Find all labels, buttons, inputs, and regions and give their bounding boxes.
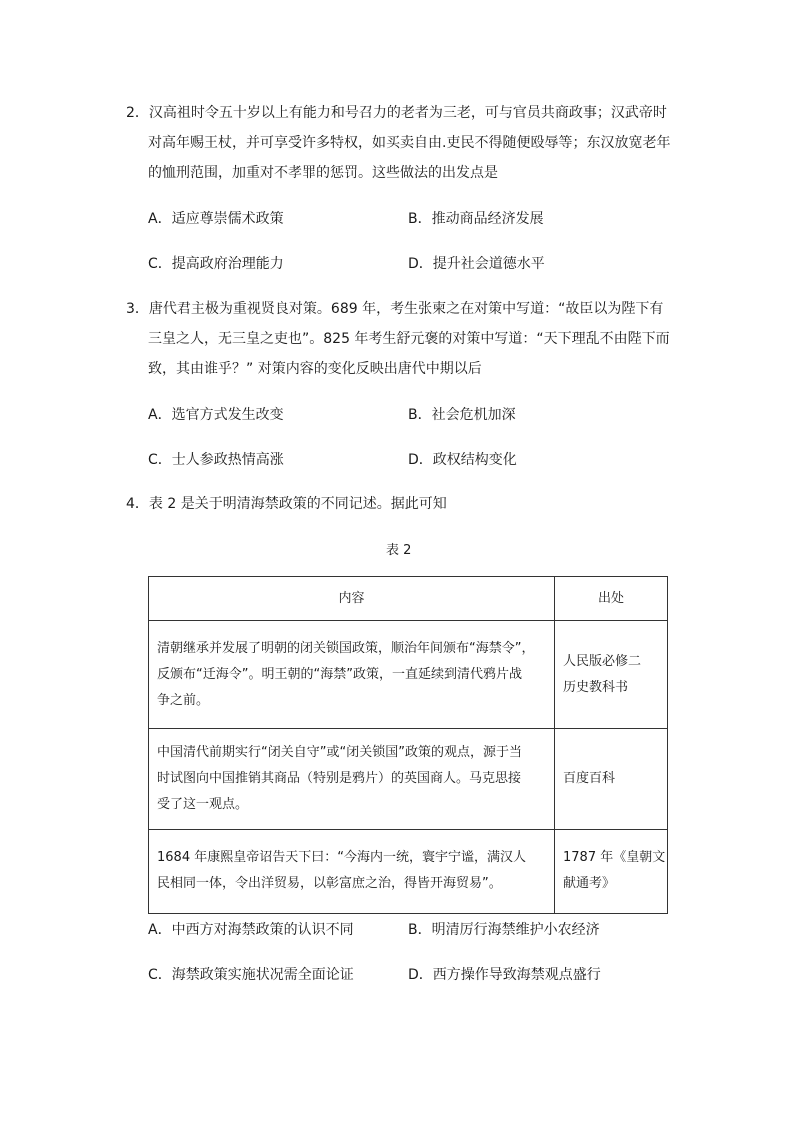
table-cell-source: 1787 年《皇朝文 献通考》 — [555, 829, 668, 913]
question-2-line-2: 对高年赐王杖，并可享受许多特权，如买卖自由.吏民不得随便殴辱等；东汉放宽老年 — [148, 135, 671, 151]
table-row — [149, 729, 668, 829]
question-4-line-1: 4．表 2 是关于明清海禁政策的不同记述。据此可知 — [126, 496, 447, 512]
question-2-option-b[interactable]: B．推动商品经济发展 — [408, 211, 544, 227]
source-table — [148, 576, 668, 914]
question-2-option-a[interactable]: A．适应尊崇儒术政策 — [148, 211, 284, 227]
question-3-option-c[interactable]: C．士人参政热情高涨 — [148, 452, 284, 468]
question-3-line-2: 三皇之人，无三皇之吏也”。825 年考生舒元褒的对策中写道：“天下理乱不由陛下而 — [148, 331, 670, 347]
question-2-line-1: 2．汉高祖时令五十岁以上有能力和号召力的老者为三老，可与官员共商政事；汉武帝时 — [126, 105, 667, 121]
table-row — [149, 621, 668, 729]
question-2-number: 2． — [126, 105, 149, 121]
question-4-option-b[interactable]: B．明清厉行海禁维护小农经济 — [408, 922, 600, 938]
question-2-line-3: 的恤刑范围，加重对不孝罪的惩罚。这些做法的出发点是 — [148, 165, 498, 181]
question-3-option-b[interactable]: B．社会危机加深 — [408, 407, 516, 423]
question-3-option-d[interactable]: D．政权结构变化 — [408, 452, 517, 468]
question-4-option-a[interactable]: A．中西方对海禁政策的认识不同 — [148, 922, 354, 938]
header-source: 出处 — [555, 577, 668, 621]
question-4-number: 4． — [126, 496, 149, 512]
table-cell-content: 清朝继承并发展了明朝的闭关锁国政策，顺治年间颁布“海禁令”， 反颁布“迁海令”。明王朝的“海禁”政策，一直延续到清代鸦片战 争之前。 — [149, 621, 555, 729]
question-2-option-d[interactable]: D．提升社会道德水平 — [408, 256, 545, 272]
question-3-line-3: 致，其由谁乎？” 对策内容的变化反映出唐代中期以后 — [148, 361, 482, 377]
table-cell-content: 1684 年康熙皇帝诏告天下曰：“今海内一统，寰宇宁谧，满汉人 民相同一体，令出洋贸易，以彰富庶之治，得皆开海贸易”。 — [149, 829, 555, 913]
table-cell-source: 百度百科 — [555, 729, 668, 829]
question-2-option-c[interactable]: C．提高政府治理能力 — [148, 256, 284, 272]
table-header-row — [149, 577, 668, 621]
question-3-option-a[interactable]: A．选官方式发生改变 — [148, 407, 284, 423]
question-3-line-1: 3．唐代君主极为重视贤良对策。689 年，考生张柬之在对策中写道：“故臣以为陛下有 — [126, 301, 664, 317]
question-3-number: 3． — [126, 301, 149, 317]
question-4-option-d[interactable]: D．西方操作导致海禁观点盛行 — [408, 967, 601, 983]
table-cell-content: 中国清代前期实行“闭关自守”或“闭关锁国”政策的观点，源于当 时试图向中国推销其商品（特别是鸦片）的英国商人。马克思接 受了这一观点。 — [149, 729, 555, 829]
table-caption: 表 2 — [386, 543, 412, 558]
question-4-option-c[interactable]: C．海禁政策实施状况需全面论证 — [148, 967, 354, 983]
table-cell-source: 人民版必修二 历史教科书 — [555, 621, 668, 729]
header-content: 内容 — [149, 577, 555, 621]
table-row — [149, 829, 668, 913]
